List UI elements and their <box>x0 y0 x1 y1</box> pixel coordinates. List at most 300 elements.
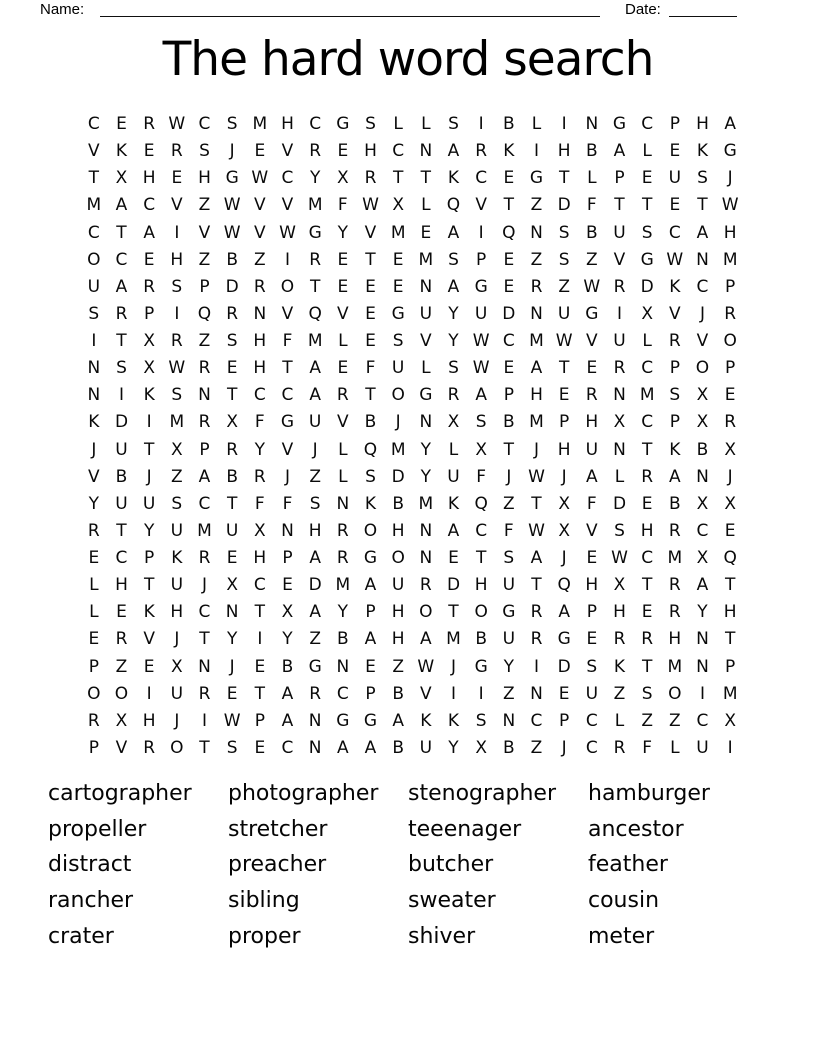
grid-letter: L <box>642 331 652 352</box>
grid-letter: C <box>198 493 211 514</box>
grid-letter: R <box>724 412 737 433</box>
grid-letter: P <box>669 358 680 379</box>
grid-letter: K <box>447 493 460 514</box>
grid-letter: H <box>115 575 128 596</box>
grid-letter: B <box>226 466 238 487</box>
grid-letter: W <box>168 358 186 379</box>
grid-letter: T <box>143 439 155 460</box>
grid-letter: E <box>392 276 404 297</box>
grid-letter: K <box>669 276 681 297</box>
grid-letter: Q <box>446 195 461 216</box>
grid-letter: Q <box>723 548 737 569</box>
grid-letter: E <box>116 114 127 135</box>
grid-letter: R <box>226 439 239 460</box>
grid-letter: Z <box>253 249 266 270</box>
grid-letter: U <box>225 520 239 541</box>
grid-letter: I <box>201 710 207 731</box>
grid-letter: E <box>724 520 736 541</box>
grid-letter: W <box>611 548 628 569</box>
grid-letter: X <box>696 385 709 406</box>
word-list-item: cartographer <box>48 781 192 806</box>
grid-letter: Y <box>226 629 238 650</box>
grid-letter: T <box>531 493 542 514</box>
grid-letter: M <box>86 195 102 216</box>
grid-letter: G <box>308 656 322 677</box>
grid-letter: T <box>199 737 210 758</box>
grid-letter: H <box>253 548 267 569</box>
grid-letter: F <box>254 412 265 433</box>
grid-letter: P <box>476 249 487 270</box>
grid-letter: V <box>254 222 266 243</box>
word-list-item: stenographer <box>408 781 557 806</box>
grid-letter: G <box>363 548 378 569</box>
grid-letter: F <box>586 493 597 514</box>
grid-letter: D <box>640 276 654 297</box>
grid-letter: C <box>281 168 294 189</box>
grid-letter: A <box>420 629 432 650</box>
grid-letter: A <box>613 141 626 162</box>
grid-letter: J <box>229 656 235 677</box>
grid-letter: T <box>226 385 238 406</box>
grid-letter: V <box>586 520 598 541</box>
grid-letter: S <box>88 303 100 324</box>
grid-letter: L <box>614 710 625 731</box>
grid-letter: C <box>281 737 294 758</box>
grid-letter: E <box>88 629 100 650</box>
grid-letter: Y <box>88 493 100 514</box>
grid-letter: P <box>669 114 680 135</box>
grid-letter: X <box>115 710 128 731</box>
grid-letter: I <box>174 222 180 243</box>
grid-letter: T <box>116 520 127 541</box>
date-blank-line <box>669 0 737 17</box>
grid-letter: C <box>392 141 405 162</box>
grid-letter: W <box>362 195 379 216</box>
grid-letter: U <box>502 629 516 650</box>
grid-letter: A <box>696 222 709 243</box>
grid-letter: A <box>337 737 349 758</box>
grid-letter: B <box>475 629 487 650</box>
grid-letter: A <box>309 358 321 379</box>
grid-letter: G <box>280 412 295 433</box>
word-list-item: sweater <box>408 888 496 914</box>
word-list-item: preacher <box>228 852 327 878</box>
grid-letter: A <box>447 276 460 297</box>
grid-letter: X <box>281 602 294 623</box>
grid-letter: C <box>668 222 681 243</box>
grid-letter: X <box>226 575 238 596</box>
grid-letter: E <box>365 276 376 297</box>
grid-letter: X <box>447 412 460 433</box>
grid-letter: R <box>170 331 183 352</box>
grid-letter: X <box>143 358 155 379</box>
grid-letter: E <box>503 168 515 189</box>
grid-letter: U <box>391 358 405 379</box>
grid-letter: T <box>143 575 155 596</box>
grid-letter: T <box>641 656 653 677</box>
grid-letter: S <box>199 141 210 162</box>
grid-letter: A <box>281 710 294 731</box>
grid-letter: V <box>281 439 294 460</box>
grid-letter: P <box>144 548 155 569</box>
grid-letter: A <box>309 385 321 406</box>
grid-letter: T <box>448 602 459 623</box>
word-list-item: photographer <box>228 781 379 806</box>
grid-letter: G <box>391 303 405 324</box>
grid-letter: T <box>254 602 266 623</box>
grid-letter: E <box>503 249 515 270</box>
grid-letter: I <box>533 656 539 677</box>
grid-letter: E <box>116 602 127 623</box>
name-label: Name: <box>40 1 85 18</box>
grid-letter: X <box>475 439 487 460</box>
grid-letter: R <box>143 114 156 135</box>
grid-letter: G <box>336 710 350 731</box>
grid-letter: V <box>337 303 349 324</box>
grid-letter: P <box>614 168 625 189</box>
grid-letter: J <box>229 141 235 162</box>
grid-letter: G <box>474 656 488 677</box>
grid-letter: J <box>506 466 512 487</box>
grid-letter: T <box>503 195 515 216</box>
grid-letter: E <box>558 683 570 704</box>
grid-letter: L <box>338 439 348 460</box>
grid-letter: Z <box>641 710 653 731</box>
grid-letter: X <box>336 168 349 189</box>
grid-letter: R <box>198 548 211 569</box>
grid-letter: V <box>337 412 349 433</box>
grid-letter: P <box>725 656 736 677</box>
grid-letter: D <box>225 276 239 297</box>
grid-letter: U <box>170 683 184 704</box>
word-list-item: butcher <box>408 852 494 878</box>
grid-letter: R <box>419 575 432 596</box>
grid-letter: C <box>641 412 654 433</box>
grid-letter: O <box>114 683 129 704</box>
grid-letter: U <box>308 412 322 433</box>
grid-letter: M <box>418 249 434 270</box>
grid-letter: V <box>669 303 681 324</box>
grid-letter: J <box>284 466 290 487</box>
grid-letter: F <box>642 737 653 758</box>
grid-letter: I <box>478 114 484 135</box>
grid-letter: F <box>503 520 514 541</box>
grid-letter: R <box>613 629 626 650</box>
grid-letter: H <box>696 114 709 135</box>
grid-letter: E <box>226 548 238 569</box>
grid-letter: F <box>254 493 265 514</box>
word-list-item: propeller <box>48 816 147 842</box>
grid-letter: C <box>198 602 211 623</box>
word-list-item: sibling <box>228 888 300 914</box>
grid-letter: R <box>170 141 183 162</box>
grid-letter: L <box>614 466 625 487</box>
grid-letter: T <box>641 439 653 460</box>
grid-letter: N <box>198 656 211 677</box>
grid-letter: P <box>199 276 210 297</box>
grid-letter: A <box>530 548 543 569</box>
grid-letter: M <box>335 575 351 596</box>
grid-letter: N <box>696 466 709 487</box>
grid-letter: R <box>115 303 128 324</box>
grid-letter: P <box>559 412 570 433</box>
grid-letter: O <box>723 331 737 352</box>
grid-letter: H <box>613 602 626 623</box>
grid-letter: W <box>223 195 241 216</box>
grid-letter: C <box>336 683 349 704</box>
grid-letter: T <box>282 358 293 379</box>
word-list-column <box>408 776 588 955</box>
grid-letter: J <box>699 303 705 324</box>
grid-letter: M <box>390 222 406 243</box>
grid-letter: H <box>391 629 405 650</box>
grid-letter: D <box>557 195 571 216</box>
grid-letter: H <box>723 602 737 623</box>
grid-letter: T <box>724 575 736 596</box>
grid-letter: N <box>696 249 709 270</box>
grid-letter: R <box>530 276 543 297</box>
grid-letter: W <box>528 520 545 541</box>
grid-letter: Z <box>530 249 543 270</box>
grid-letter: M <box>307 195 323 216</box>
grid-letter: U <box>170 520 184 541</box>
grid-letter: L <box>421 358 431 379</box>
grid-letter: A <box>143 222 155 243</box>
grid-letter: V <box>88 466 100 487</box>
grid-letter: F <box>282 331 293 352</box>
grid-letter: S <box>586 656 598 677</box>
word-list-item: ancestor <box>588 816 684 842</box>
grid-letter: J <box>174 629 180 650</box>
grid-letter: H <box>170 602 184 623</box>
grid-letter: T <box>392 168 404 189</box>
grid-letter: N <box>281 520 294 541</box>
word-list-item: stretcher <box>228 816 328 842</box>
grid-letter: Q <box>308 303 322 324</box>
grid-letter: R <box>143 276 156 297</box>
grid-letter: H <box>391 520 405 541</box>
grid-letter: S <box>226 114 238 135</box>
grid-letter: S <box>614 520 625 541</box>
grid-letter: C <box>115 548 128 569</box>
grid-letter: A <box>586 466 598 487</box>
grid-letter: E <box>420 222 432 243</box>
grid-letter: O <box>474 602 488 623</box>
grid-letter: C <box>502 331 515 352</box>
grid-letter: K <box>364 493 377 514</box>
grid-letter: R <box>226 303 239 324</box>
grid-letter: T <box>475 548 487 569</box>
grid-letter: T <box>724 629 736 650</box>
grid-letter: I <box>478 222 484 243</box>
grid-letter: G <box>612 114 627 135</box>
grid-letter: R <box>641 466 654 487</box>
grid-letter: R <box>530 602 543 623</box>
grid-letter: Z <box>530 737 543 758</box>
grid-letter: B <box>585 222 598 243</box>
name-blank-line <box>100 0 600 17</box>
grid-letter: N <box>225 602 239 623</box>
grid-letter: P <box>559 710 570 731</box>
grid-letter: T <box>641 195 653 216</box>
grid-letter: I <box>699 683 705 704</box>
grid-letter: N <box>585 114 599 135</box>
grid-letter: R <box>475 141 488 162</box>
grid-letter: R <box>668 602 681 623</box>
grid-letter: H <box>585 412 599 433</box>
grid-letter: E <box>337 249 349 270</box>
grid-letter: N <box>530 683 543 704</box>
grid-letter: N <box>308 737 322 758</box>
grid-letter: G <box>640 249 654 270</box>
grid-letter: U <box>668 168 682 189</box>
grid-letter: W <box>251 168 269 189</box>
grid-letter: T <box>365 249 376 270</box>
grid-letter: C <box>641 358 654 379</box>
grid-letter: M <box>197 520 212 541</box>
grid-letter: O <box>87 249 101 270</box>
grid-letter: T <box>697 195 708 216</box>
grid-letter: J <box>91 439 97 460</box>
grid-letter: E <box>448 548 459 569</box>
grid-letter: S <box>475 710 487 731</box>
word-list-item: meter <box>588 923 655 949</box>
grid-letter: L <box>421 114 431 135</box>
grid-letter: N <box>419 276 433 297</box>
grid-letter: S <box>558 249 570 270</box>
grid-letter: H <box>723 222 737 243</box>
grid-letter: Y <box>503 656 515 677</box>
grid-letter: Q <box>557 575 571 596</box>
grid-letter: S <box>309 493 321 514</box>
grid-letter: X <box>170 656 183 677</box>
grid-letter: M <box>722 683 738 704</box>
grid-letter: X <box>558 520 570 541</box>
grid-letter: O <box>695 358 710 379</box>
grid-letter: R <box>613 276 626 297</box>
grid-letter: Y <box>143 520 155 541</box>
grid-letter: E <box>365 303 376 324</box>
grid-letter: O <box>87 683 101 704</box>
grid-letter: P <box>586 602 597 623</box>
grid-letter: G <box>585 303 599 324</box>
grid-letter: A <box>364 737 377 758</box>
grid-letter: E <box>171 168 183 189</box>
grid-letter: K <box>669 439 681 460</box>
grid-letter: Z <box>170 466 183 487</box>
grid-letter: H <box>253 358 267 379</box>
grid-letter: Y <box>420 466 432 487</box>
grid-letter: L <box>89 575 99 596</box>
grid-letter: J <box>312 439 318 460</box>
grid-letter: S <box>697 168 708 189</box>
grid-letter: Y <box>448 737 459 758</box>
grid-letter: M <box>446 629 461 650</box>
grid-letter: Y <box>337 222 349 243</box>
grid-letter: X <box>613 412 626 433</box>
grid-letter: E <box>143 249 155 270</box>
grid-letter: D <box>391 466 405 487</box>
grid-letter: A <box>115 195 128 216</box>
grid-letter: R <box>87 710 100 731</box>
grid-letter: C <box>253 575 266 596</box>
grid-letter: S <box>392 331 404 352</box>
grid-letter: H <box>198 168 211 189</box>
date-label: Date: <box>625 1 661 18</box>
grid-letter: R <box>668 575 681 596</box>
grid-letter: R <box>447 385 460 406</box>
grid-letter: J <box>395 412 401 433</box>
grid-letter: X <box>475 737 487 758</box>
grid-letter: I <box>533 141 539 162</box>
grid-letter: W <box>279 222 296 243</box>
grid-letter: S <box>365 466 376 487</box>
grid-letter: E <box>365 656 376 677</box>
grid-letter: I <box>478 683 484 704</box>
grid-letter: E <box>143 141 155 162</box>
grid-letter: S <box>448 114 459 135</box>
grid-letter: X <box>392 195 404 216</box>
grid-letter: H <box>170 249 184 270</box>
grid-letter: F <box>476 466 487 487</box>
grid-letter: N <box>613 439 626 460</box>
grid-letter: E <box>669 141 681 162</box>
grid-letter: R <box>585 385 598 406</box>
grid-letter: G <box>502 602 516 623</box>
grid-letter: Q <box>474 493 488 514</box>
grid-letter: U <box>613 331 626 352</box>
grid-letter: N <box>419 548 433 569</box>
grid-letter: U <box>391 575 405 596</box>
grid-letter: A <box>309 602 321 623</box>
grid-letter: S <box>226 737 238 758</box>
grid-letter: K <box>171 548 183 569</box>
grid-letter: P <box>365 602 376 623</box>
grid-letter: S <box>641 222 653 243</box>
grid-letter: R <box>336 385 349 406</box>
word-list-column <box>228 776 408 955</box>
grid-letter: V <box>198 222 211 243</box>
grid-letter: X <box>696 493 709 514</box>
grid-letter: S <box>641 683 653 704</box>
grid-letter: P <box>725 276 736 297</box>
grid-letter: E <box>586 629 598 650</box>
grid-letter: H <box>281 114 294 135</box>
grid-letter: H <box>474 575 488 596</box>
grid-letter: U <box>585 439 599 460</box>
grid-letter: V <box>613 249 626 270</box>
grid-letter: V <box>171 195 183 216</box>
grid-letter: S <box>171 493 183 514</box>
word-list-column <box>48 776 228 955</box>
grid-letter: V <box>586 331 598 352</box>
grid-letter: R <box>198 358 211 379</box>
grid-letter: T <box>365 385 376 406</box>
grid-letter: Y <box>337 602 349 623</box>
grid-letter: G <box>225 168 239 189</box>
grid-letter: R <box>668 520 681 541</box>
grid-letter: L <box>89 602 99 623</box>
grid-letter: C <box>530 710 543 731</box>
grid-letter: X <box>143 331 155 352</box>
grid-letter: W <box>472 358 490 379</box>
grid-letter: K <box>88 412 100 433</box>
grid-letter: T <box>558 168 570 189</box>
grid-letter: V <box>420 683 432 704</box>
grid-letter: N <box>530 222 543 243</box>
grid-letter: U <box>419 737 433 758</box>
grid-letter: S <box>171 385 183 406</box>
